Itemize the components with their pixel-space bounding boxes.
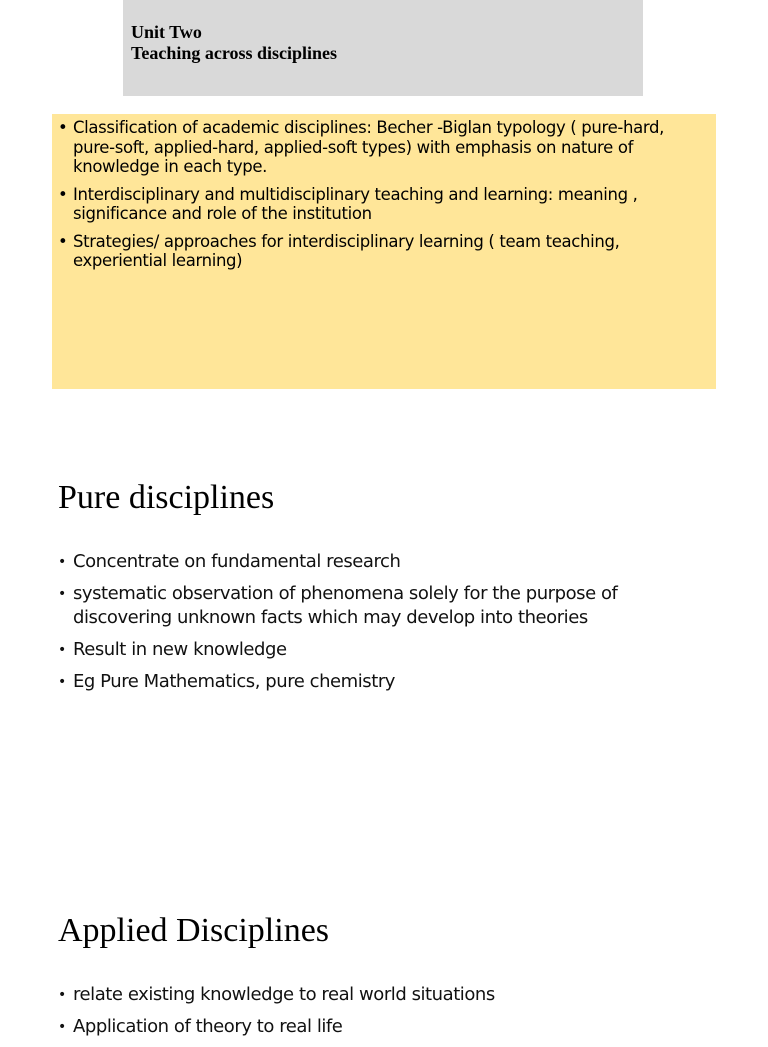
list-item: • systematic observation of phenomena solely for the purpose of discovering unknown facts which may develop into theories	[58, 582, 698, 630]
list-item: • relate existing knowledge to real world situations	[58, 983, 698, 1007]
unit-bullet-list	[58, 118, 702, 271]
list-item: • Classification of academic disciplines: Becher -Biglan typology ( pure-hard, pure-soft, applied-hard, applied-soft types) with emphasis on nature of knowledge in each type.	[58, 118, 702, 177]
list-item: • Strategies/ approaches for interdisciplinary learning ( team teaching, experiential learning)	[58, 232, 702, 271]
pure-disciplines-heading: Pure disciplines	[58, 479, 275, 516]
applied-disciplines-heading: Applied Disciplines	[58, 912, 330, 949]
unit-subtitle: Teaching across disciplines	[131, 43, 338, 63]
unit-title-box	[123, 0, 643, 96]
applied-disciplines-list	[58, 983, 698, 1047]
list-item: • Result in new knowledge	[58, 638, 698, 662]
list-item: • Application of theory to real life	[58, 1015, 698, 1039]
unit-content-box	[52, 114, 716, 389]
list-item: • Eg Pure Mathematics, pure chemistry	[58, 670, 698, 694]
unit-title: Unit Two	[131, 22, 202, 42]
pure-disciplines-list	[58, 550, 698, 702]
list-item: • Interdisciplinary and multidisciplinary teaching and learning: meaning , significance and role of the institution	[58, 185, 702, 224]
list-item: • Concentrate on fundamental research	[58, 550, 698, 574]
